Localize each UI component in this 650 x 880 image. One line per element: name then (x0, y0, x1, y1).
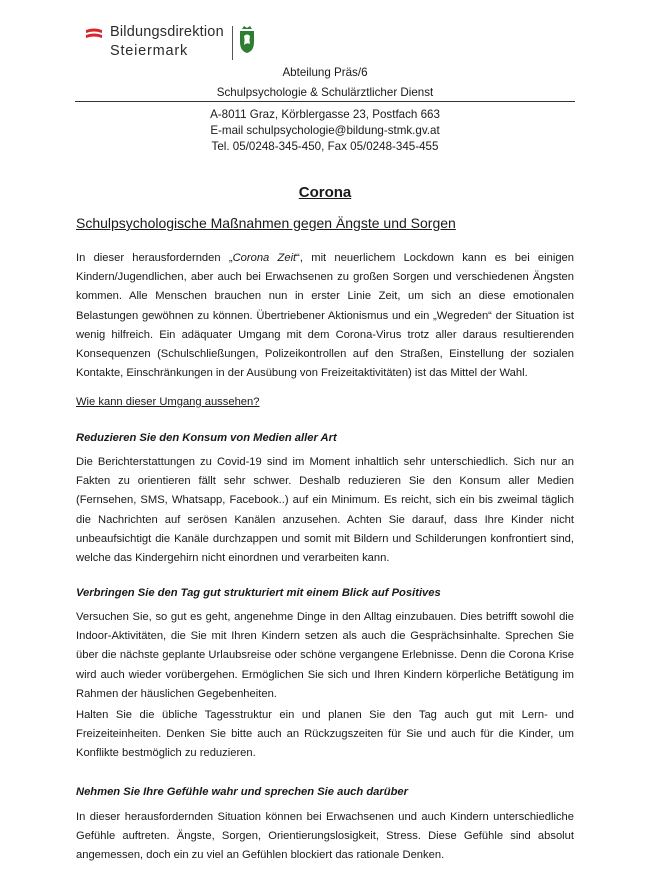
intro-italic: Corona Zeit (232, 252, 297, 264)
service-name: Schulpsychologie & Schulärztlicher Dienst (216, 86, 434, 99)
page-title: Corona (298, 184, 352, 201)
logo-divider (232, 26, 233, 60)
section-heading-structure: Verbringen Sie den Tag gut strukturiert mit einem Blick auf Positives (76, 587, 441, 599)
page-subtitle: Schulpsychologische Maßnahmen gegen Ängste und Sorgen (76, 215, 456, 231)
austria-flag-icon (86, 28, 102, 40)
question-link[interactable]: Wie kann dieser Umgang aussehen? (76, 396, 260, 408)
logo-line-1: Bildungsdirektion (110, 24, 224, 40)
address-line: A-8011 Graz, Körblergasse 23, Postfach 663 (210, 108, 440, 121)
intro-text-1: In dieser herausfordernden „ (76, 252, 233, 264)
section-paragraph-feelings: In dieser herausfordernden Situation können bei Erwachsenen und auch Kindern unterschiedliche Gefühle auftreten. Ängste, Sorgen, Orientierungslosigkeit, Stress. Diese Gefühle sind absolut angemessen, doch ein zu viel an Gefühlen blockiert das rationale Denken. (76, 811, 574, 862)
section-heading-feelings: Nehmen Sie Ihre Gefühle wahr und sprechen Sie auch darüber (76, 786, 408, 798)
section-paragraph-structure-2: Halten Sie die übliche Tagesstruktur ein und planen Sie den Tag auch gut mit Lern- und Freizeiteinheiten. Denken Sie bitte auch an Rückzugszeiten für Sie und auch für die Kinder, um Konflikte bestmöglich zu reduzieren. (76, 709, 574, 760)
section-heading-media: Reduzieren Sie den Konsum von Medien aller Art (76, 432, 337, 444)
phone-line: Tel. 05/0248-345-450, Fax 05/0248-345-455 (211, 140, 439, 153)
department-name: Abteilung Präs/6 (282, 66, 368, 79)
logo-line-2: Steiermark (110, 43, 189, 59)
intro-paragraph (76, 249, 574, 383)
email-line: E-mail schulpsychologie@bildung-stmk.gv.at (210, 124, 440, 137)
header-divider (75, 101, 575, 102)
section-paragraph-structure-1: Versuchen Sie, so gut es geht, angenehme Dinge in den Alltag einzubauen. Dies betrifft sowohl die Indoor-Aktivitäten, die Sie mit Ihren Kindern setzen als auch die Gesprächsinhalte. Sprechen Sie über die nächste geplante Urlaubsreise oder schöne vergangene Erlebnisse. Denn die Corona Krise wird auch wieder vorübergehen. Ermöglichen Sie sich und Ihren Kindern körperliche Betätigung im Rahmen der häuslichen Gegebenheiten. (76, 611, 574, 700)
styria-crest-icon (238, 26, 256, 54)
section-paragraph-media: Die Berichterstattungen zu Covid-19 sind im Moment inhaltlich sehr unterschiedlich. Sich nur an Fakten zu orientieren fällt sehr schwer. Deshalb reduzieren Sie den Konsum aller Medien (Fernsehen, SMS, Whatsapp, Facebook..) auf ein Minimum. Es reicht, sich ein bis zweimal täglich die Nachrichten auf serösen Kanälen anzusehen. Achten Sie darauf, dass Ihre Kinder nicht unbeaufsichtigt die Kanäle durchzappen und somit mit Bildern und Schilderungen konfrontiert sind, welche das Kindergehirn nicht einordnen und verarbeiten kann. (76, 456, 574, 565)
intro-text-2: “, mit neuerlichem Lockdown kann es bei einigen Kindern/Jugendlichen, aber auch bei Erwachsenen zu großen Sorgen und verschiedenen Ängsten kommen. Alle Menschen brauchen nun in erster Linie Zeit, um sich an diese emotionalen Belastungen gewöhnen zu können. Übertriebener Aktionismus und ein „Wegreden“ der Situation ist wenig hilfreich. Ein adäquater Umgang mit dem Corona-Virus trotz aller daraus resultierenden Konsequenzen (Schulschließungen, Polizeikontrollen auf den Straßen, Einstellung der sozialen Kontakte, Einschränkungen in der Ausübung von Freizeitaktivitäten) ist das Mittel der Wahl. (76, 252, 575, 380)
